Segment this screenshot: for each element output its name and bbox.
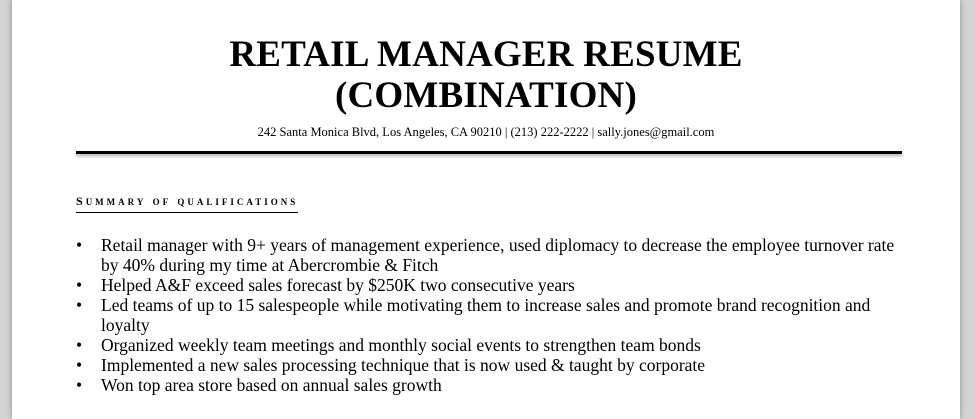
list-item-text: Led teams of up to 15 salespeople while motivating them to increase sales and promote brand recognition and loyalty [101, 295, 871, 335]
resume-subtitle: (COMBINATION) [334, 75, 637, 116]
list-item [76, 235, 896, 275]
resume-title: RETAIL MANAGER RESUME [229, 34, 743, 75]
resume-page [12, 0, 960, 419]
list-item-text: Helped A&F exceed sales forecast by $250K two consecutive years [101, 275, 575, 295]
list-item [76, 275, 896, 295]
list-item [76, 375, 896, 395]
list-item [76, 355, 896, 375]
bullet-icon: • [76, 275, 83, 295]
list-item-text: Implemented a new sales processing technique that is now used & taught by corporate [101, 355, 706, 375]
list-item [76, 335, 896, 355]
bullet-icon: • [76, 355, 83, 375]
list-item-text: Organized weekly team meetings and monthly social events to strengthen team bonds [101, 335, 701, 355]
bullet-icon: • [76, 295, 83, 315]
bullet-icon: • [76, 375, 83, 395]
summary-heading-initial: s [76, 190, 86, 209]
list-item [76, 295, 896, 335]
bullet-icon: • [76, 235, 83, 255]
list-item-text: Retail manager with 9+ years of management experience, used diplomacy to decrease the employee turnover rate by 40% during my time at Abercrombie & Fitch [101, 235, 895, 275]
summary-heading [76, 191, 298, 213]
contact-line: 242 Santa Monica Blvd, Los Angeles, CA 90210 | (213) 222-2222 | sally.jones@gmail.com [257, 125, 715, 139]
bullet-icon: • [76, 335, 83, 355]
summary-list [76, 235, 896, 395]
list-item-text: Won top area store based on annual sales growth [101, 375, 442, 395]
header-divider [76, 151, 902, 154]
summary-heading-rest: ummary of qualifications [85, 193, 299, 208]
